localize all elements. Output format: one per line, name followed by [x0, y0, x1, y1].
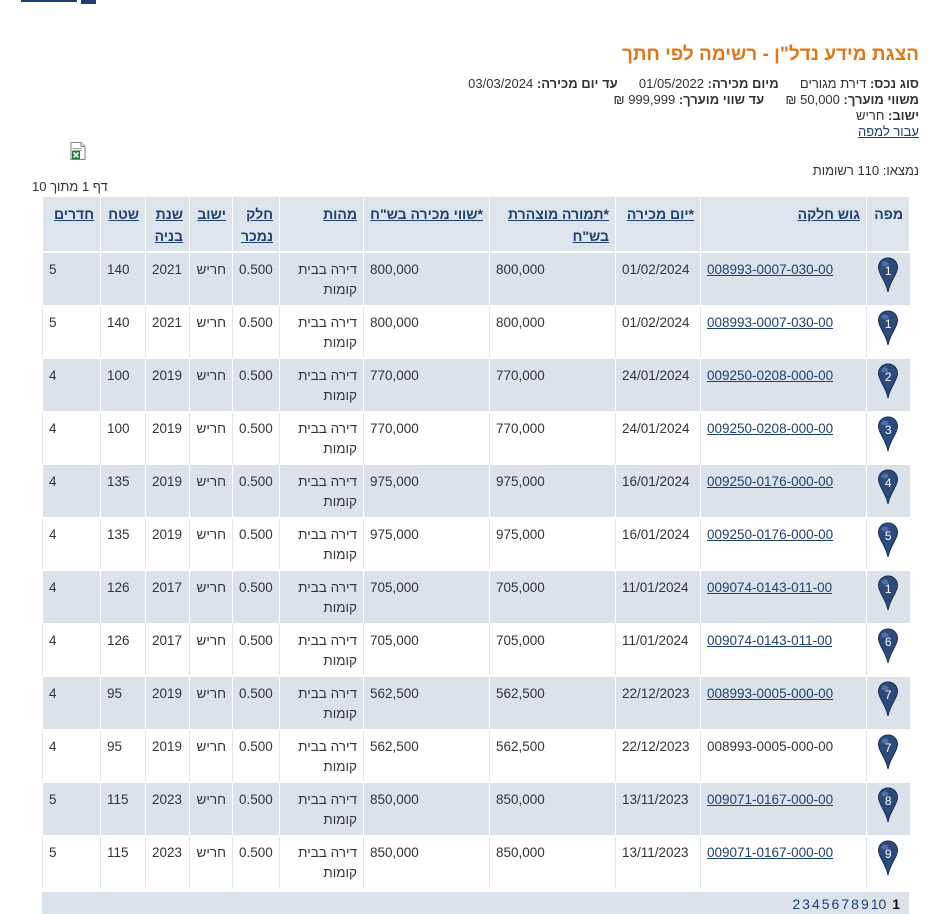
- share-cell: 0.500: [233, 412, 280, 465]
- col-header-area[interactable]: שטח: [101, 197, 146, 252]
- map-pin-cell: [867, 783, 910, 836]
- table-row: [43, 518, 910, 571]
- year-cell: 2019: [146, 359, 190, 412]
- map-pin-icon[interactable]: [877, 681, 899, 717]
- results-table: [42, 197, 910, 889]
- pin-number: 6: [884, 635, 892, 649]
- sale-date-cell: 13/11/2023: [616, 783, 701, 836]
- pin-number: 8: [884, 794, 892, 808]
- map-pin-icon[interactable]: [877, 734, 899, 770]
- table-row: [43, 677, 910, 730]
- sale-date-cell: 22/12/2023: [616, 730, 701, 783]
- rooms-cell: 4: [43, 571, 101, 624]
- table-row: [43, 624, 910, 677]
- col-header-map: מפה: [867, 197, 910, 252]
- to-date-label: עד יום מכירה:: [536, 76, 618, 91]
- map-pin-cell: [867, 677, 910, 730]
- max-value-label: עד שווי מוערך:: [678, 92, 765, 107]
- map-pin-cell: [867, 518, 910, 571]
- rooms-cell: 5: [43, 306, 101, 359]
- table-row: [43, 359, 910, 412]
- map-pin-cell: [867, 252, 910, 306]
- value-cell: 975,000: [364, 518, 490, 571]
- city-cell: חריש: [190, 359, 233, 412]
- pager-page-link[interactable]: 7: [841, 896, 850, 912]
- sale-date-cell: 24/01/2024: [616, 359, 701, 412]
- declared-cell: 800,000: [490, 306, 616, 359]
- gush-link[interactable]: 009071-0167-000-00: [707, 845, 834, 860]
- gush-link[interactable]: 008993-0007-030-00: [707, 315, 834, 330]
- area-cell: 126: [101, 624, 146, 677]
- declared-cell: 975,000: [490, 518, 616, 571]
- year-cell: 2017: [146, 624, 190, 677]
- year-cell: 2021: [146, 252, 190, 306]
- pager-page-link[interactable]: 3: [802, 896, 810, 912]
- gush-cell: [701, 624, 867, 677]
- city-cell: חריש: [190, 730, 233, 783]
- gush-cell: [701, 359, 867, 412]
- top-tab-underline: [21, 0, 77, 2]
- rooms-cell: 5: [43, 836, 101, 889]
- value-cell: 770,000: [364, 359, 490, 412]
- city-cell: חריש: [190, 518, 233, 571]
- col-header-type[interactable]: מהות: [280, 197, 364, 252]
- value-cell: 770,000: [364, 412, 490, 465]
- city-cell: חריש: [190, 412, 233, 465]
- table-row: [43, 306, 910, 359]
- gush-link[interactable]: 009250-0176-000-00: [707, 527, 834, 542]
- top-tab-marker: [81, 0, 96, 4]
- pager: [791, 896, 901, 912]
- pager-page-link[interactable]: 6: [831, 896, 840, 912]
- area-cell: 95: [101, 677, 146, 730]
- rooms-cell: 4: [43, 730, 101, 783]
- map-pin-cell: [867, 624, 910, 677]
- results-grid: [42, 197, 909, 914]
- pager-page-link[interactable]: 4: [811, 896, 820, 912]
- map-pin-cell: [867, 571, 910, 624]
- value-cell: 562,500: [364, 677, 490, 730]
- pin-number: 1: [884, 317, 892, 331]
- filter-row-values: [39, 92, 919, 108]
- value-cell: 850,000: [364, 836, 490, 889]
- rooms-cell: 4: [43, 677, 101, 730]
- rooms-cell: 4: [43, 359, 101, 412]
- share-cell: 0.500: [233, 359, 280, 412]
- value-cell: 800,000: [364, 306, 490, 359]
- area-cell: 135: [101, 465, 146, 518]
- year-cell: 2023: [146, 836, 190, 889]
- col-header-gush[interactable]: גוש חלקה: [701, 197, 867, 252]
- declared-cell: 850,000: [490, 836, 616, 889]
- type-cell: דירה בבית קומות: [280, 465, 364, 518]
- col-header-year[interactable]: שנת בניה: [146, 197, 190, 252]
- rooms-cell: 4: [43, 465, 101, 518]
- pin-number: 1: [884, 264, 892, 278]
- rooms-cell: 4: [43, 624, 101, 677]
- pin-number: 4: [884, 476, 892, 490]
- filter-row-type-dates: [39, 76, 919, 92]
- table-row: [43, 730, 910, 783]
- gush-cell: [701, 783, 867, 836]
- map-pin-icon[interactable]: [877, 840, 899, 876]
- sale-date-cell: 24/01/2024: [616, 412, 701, 465]
- area-cell: 115: [101, 836, 146, 889]
- col-header-declared[interactable]: *תמורה מוצהרת בש"ח: [490, 197, 616, 252]
- gush-cell: [701, 836, 867, 889]
- year-cell: 2019: [146, 412, 190, 465]
- value-cell: 850,000: [364, 783, 490, 836]
- map-pin-icon[interactable]: [877, 628, 899, 664]
- city-cell: חריש: [190, 783, 233, 836]
- table-header-row: [43, 197, 910, 252]
- gush-link[interactable]: 008993-0005-000-00: [707, 686, 834, 701]
- type-cell: דירה בבית קומות: [280, 306, 364, 359]
- pager-page-link[interactable]: 9: [860, 896, 869, 912]
- min-value: 50,000 ₪: [785, 92, 840, 107]
- table-row: [43, 465, 910, 518]
- pager-page-link[interactable]: 10: [870, 896, 887, 912]
- type-cell: דירה בבית קומות: [280, 836, 364, 889]
- sale-date-cell: 01/02/2024: [616, 306, 701, 359]
- map-pin-icon[interactable]: [877, 575, 899, 611]
- gush-cell: [701, 306, 867, 359]
- city-cell: חריש: [190, 306, 233, 359]
- value-cell: 800,000: [364, 252, 490, 306]
- gush-link[interactable]: 009250-0176-000-00: [707, 474, 834, 489]
- type-cell: דירה בבית קומות: [280, 677, 364, 730]
- area-cell: 95: [101, 730, 146, 783]
- col-header-sale-date[interactable]: *יום מכירה: [616, 197, 701, 252]
- sale-date-cell: 13/11/2023: [616, 836, 701, 889]
- share-cell: 0.500: [233, 252, 280, 306]
- year-cell: 2019: [146, 518, 190, 571]
- city-value: חריש: [856, 108, 885, 123]
- gush-link[interactable]: 009250-0208-000-00: [707, 368, 834, 383]
- map-pin-icon[interactable]: [877, 522, 899, 558]
- pager-current-page: 1: [892, 896, 900, 912]
- share-cell: 0.500: [233, 306, 280, 359]
- pager-page-link[interactable]: 8: [851, 896, 859, 912]
- share-cell: 0.500: [233, 677, 280, 730]
- area-cell: 115: [101, 783, 146, 836]
- year-cell: 2017: [146, 571, 190, 624]
- min-value-label: משווי מוערך:: [843, 92, 919, 107]
- area-cell: 100: [101, 412, 146, 465]
- pin-number: 1: [884, 582, 892, 596]
- gush-text: 008993-0005-000-00: [707, 739, 834, 754]
- sale-date-cell: 22/12/2023: [616, 677, 701, 730]
- map-pin-cell: [867, 359, 910, 412]
- city-cell: חריש: [190, 677, 233, 730]
- declared-cell: 705,000: [490, 624, 616, 677]
- declared-cell: 850,000: [490, 783, 616, 836]
- pin-number: 9: [884, 847, 892, 861]
- page-counter: דף 1 מתוך 10: [32, 179, 108, 194]
- city-cell: חריש: [190, 624, 233, 677]
- share-cell: 0.500: [233, 518, 280, 571]
- type-cell: דירה בבית קומות: [280, 412, 364, 465]
- year-cell: 2019: [146, 677, 190, 730]
- results-header: [39, 44, 919, 140]
- area-cell: 135: [101, 518, 146, 571]
- declared-cell: 562,500: [490, 677, 616, 730]
- type-cell: דירה בבית קומות: [280, 624, 364, 677]
- gush-link[interactable]: 009071-0167-000-00: [707, 792, 834, 807]
- city-label: ישוב:: [888, 108, 919, 123]
- declared-cell: 800,000: [490, 252, 616, 306]
- rooms-cell: 4: [43, 518, 101, 571]
- gush-cell: [701, 571, 867, 624]
- city-cell: חריש: [190, 465, 233, 518]
- go-to-map-link[interactable]: עבור למפה: [857, 124, 919, 139]
- table-row: [43, 571, 910, 624]
- map-pin-cell: [867, 412, 910, 465]
- share-cell: 0.500: [233, 571, 280, 624]
- type-cell: דירה בבית קומות: [280, 518, 364, 571]
- asset-type-value: דירת מגורים: [799, 76, 867, 91]
- type-cell: דירה בבית קומות: [280, 252, 364, 306]
- declared-cell: 770,000: [490, 412, 616, 465]
- city-cell: חריש: [190, 252, 233, 306]
- pin-number: 2: [884, 370, 892, 384]
- rooms-cell: 5: [43, 783, 101, 836]
- map-pin-cell: [867, 836, 910, 889]
- city-cell: חריש: [190, 571, 233, 624]
- share-cell: 0.500: [233, 836, 280, 889]
- sale-date-cell: 11/01/2024: [616, 571, 701, 624]
- declared-cell: 975,000: [490, 465, 616, 518]
- rooms-cell: 4: [43, 412, 101, 465]
- map-pin-icon[interactable]: [877, 469, 899, 505]
- declared-cell: 770,000: [490, 359, 616, 412]
- col-header-share[interactable]: חלק נמכר: [233, 197, 280, 252]
- table-row: [43, 412, 910, 465]
- area-cell: 140: [101, 306, 146, 359]
- declared-cell: 562,500: [490, 730, 616, 783]
- map-pin-cell: [867, 730, 910, 783]
- pin-number: 7: [884, 688, 892, 702]
- gush-cell: [701, 465, 867, 518]
- area-cell: 140: [101, 252, 146, 306]
- filter-row-city: [39, 108, 919, 124]
- gush-cell: [701, 412, 867, 465]
- year-cell: 2019: [146, 465, 190, 518]
- value-cell: 975,000: [364, 465, 490, 518]
- gush-link[interactable]: 009250-0208-000-00: [707, 421, 834, 436]
- map-pin-icon[interactable]: [877, 363, 899, 399]
- rooms-cell: 5: [43, 252, 101, 306]
- share-cell: 0.500: [233, 465, 280, 518]
- col-header-rooms[interactable]: חדרים: [43, 197, 101, 252]
- gush-cell: [701, 518, 867, 571]
- col-header-city[interactable]: ישוב: [190, 197, 233, 252]
- gush-link[interactable]: 009074-0143-011-00: [707, 633, 833, 648]
- gush-cell: [701, 677, 867, 730]
- type-cell: דירה בבית קומות: [280, 730, 364, 783]
- to-date-value: 03/03/2024: [468, 76, 534, 91]
- excel-export-icon[interactable]: [70, 142, 86, 160]
- area-cell: 126: [101, 571, 146, 624]
- share-cell: 0.500: [233, 783, 280, 836]
- value-cell: 562,500: [364, 730, 490, 783]
- map-pin-icon[interactable]: [877, 416, 899, 452]
- gush-link[interactable]: 008993-0007-030-00: [707, 262, 834, 277]
- city-cell: חריש: [190, 836, 233, 889]
- table-row: [43, 836, 910, 889]
- results-table-body: [43, 252, 910, 889]
- sale-date-cell: 01/02/2024: [616, 252, 701, 306]
- from-date-value: 01/05/2022: [638, 76, 704, 91]
- map-pin-icon[interactable]: [877, 310, 899, 346]
- map-pin-icon[interactable]: [877, 257, 899, 293]
- sale-date-cell: 16/01/2024: [616, 465, 701, 518]
- pin-number: 5: [884, 529, 892, 543]
- map-pin-cell: [867, 306, 910, 359]
- table-row: [43, 252, 910, 306]
- pager-page-link[interactable]: 2: [792, 896, 801, 912]
- year-cell: 2019: [146, 730, 190, 783]
- page-title: הצגת מידע נדל"ן - רשימה לפי חתך: [621, 44, 919, 65]
- map-link-row: [39, 124, 919, 140]
- declared-cell: 705,000: [490, 571, 616, 624]
- map-pin-cell: [867, 465, 910, 518]
- pager-row: [42, 889, 909, 914]
- sale-date-cell: 16/01/2024: [616, 518, 701, 571]
- year-cell: 2021: [146, 306, 190, 359]
- pager-page-link[interactable]: 5: [821, 896, 830, 912]
- table-row: [43, 783, 910, 836]
- pin-number: 7: [884, 741, 892, 755]
- year-cell: 2023: [146, 783, 190, 836]
- map-pin-icon[interactable]: [877, 787, 899, 823]
- area-cell: 100: [101, 359, 146, 412]
- share-cell: 0.500: [233, 624, 280, 677]
- results-count: נמצאו: 110 רשומות: [812, 163, 919, 178]
- col-header-value[interactable]: *שווי מכירה בש"ח: [364, 197, 490, 252]
- type-cell: דירה בבית קומות: [280, 571, 364, 624]
- pin-number: 3: [884, 423, 892, 437]
- value-cell: 705,000: [364, 571, 490, 624]
- share-cell: 0.500: [233, 730, 280, 783]
- from-date-label: מיום מכירה:: [707, 76, 779, 91]
- gush-cell: [701, 252, 867, 306]
- sale-date-cell: 11/01/2024: [616, 624, 701, 677]
- max-value: 999,999 ₪: [613, 92, 676, 107]
- gush-link[interactable]: 009074-0143-011-00: [707, 580, 833, 595]
- value-cell: 705,000: [364, 624, 490, 677]
- type-cell: דירה בבית קומות: [280, 359, 364, 412]
- gush-cell: [701, 730, 867, 783]
- asset-type-label: סוג נכס:: [869, 76, 919, 91]
- type-cell: דירה בבית קומות: [280, 783, 364, 836]
